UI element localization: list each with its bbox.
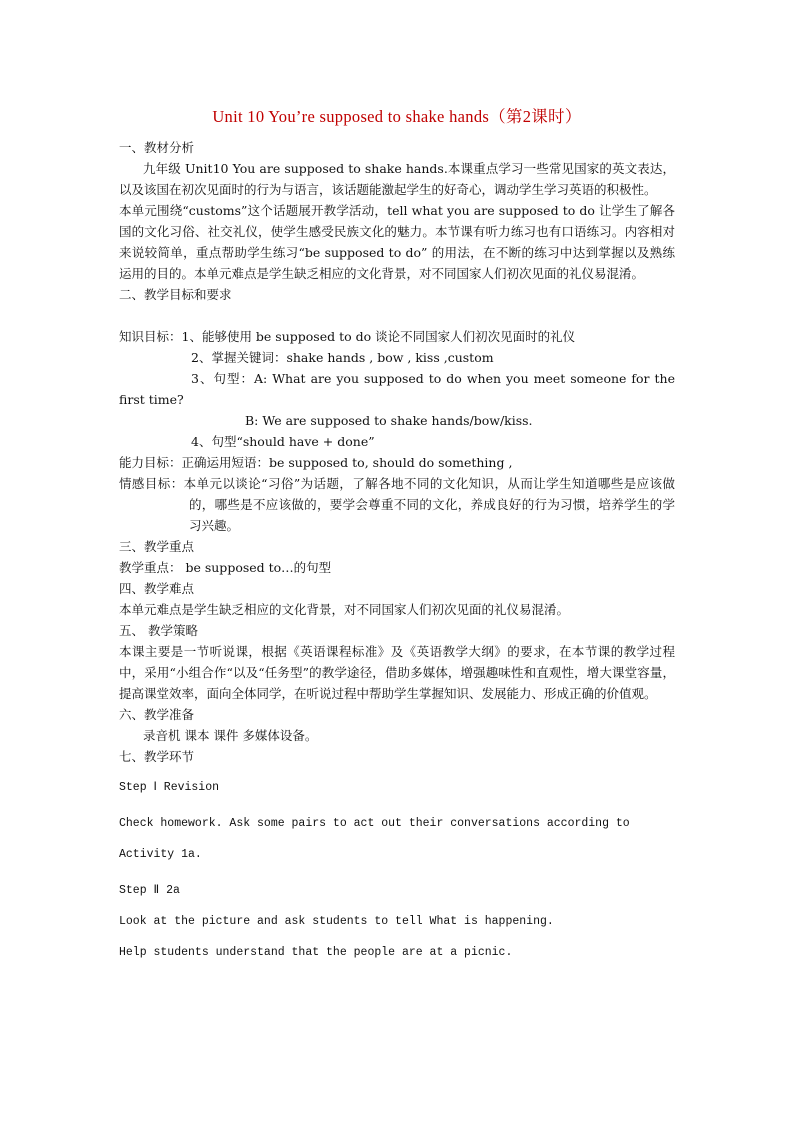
step-title: Step Ⅰ Revision	[119, 781, 220, 794]
paragraph: 本单元难点是学生缺乏相应的文化背景，对不同国家人们初次见面的礼仪易混淆。	[119, 602, 570, 617]
step-title: Step Ⅱ 2a	[119, 884, 180, 897]
section-heading: 五、 教学策略	[119, 623, 198, 638]
paragraph: 本课主要是一节听说课，根据《英语课程标准》及《英语教学大纲》的要求，在本节课的教学过程中，采用“小组合作“以及“任务型”的教学途径，借助多媒体，增强趣味性和直观性，增大课堂容量，提高课堂效率，面向全体同学，在听说过程中帮助学生掌握知识、发展能力、形成正确的价值观。	[119, 644, 675, 701]
section-heading: 二、教学目标和要求	[119, 287, 232, 302]
section-heading: 六、教学准备	[119, 707, 195, 722]
knowledge-goal-4: 4、句型“should have + done”	[191, 434, 375, 449]
spacer	[119, 305, 675, 326]
knowledge-goal-3b: B: We are supposed to shake hands/bow/kiss.	[245, 413, 533, 428]
knowledge-goal-1: 知识目标：1、能够使用 be supposed to do 谈论不同国家人们初次见面时的礼仪	[119, 329, 576, 344]
document-body	[119, 137, 675, 963]
step-text: Check homework. Ask some pairs to act out their conversations according to Activity 1a.	[119, 817, 630, 861]
emotion-goal: 情感目标：本单元以谈论“习俗”为话题，了解各地不同的文化知识，从而让学生知道哪些是应该做的，哪些是不应该做的，要学会尊重不同的文化，养成良好的行为习惯，培养学生的学习兴趣。	[119, 476, 675, 533]
section-heading: 四、教学难点	[119, 581, 195, 596]
knowledge-goal-3: 3、句型：A: What are you supposed to do when you meet someone for the first time?	[119, 371, 675, 407]
ability-goal: 能力目标：正确运用短语：be supposed to, should do something ,	[119, 455, 513, 470]
step-text: Look at the picture and ask students to tell What is happening.	[119, 915, 554, 928]
section-heading: 一、教材分析	[119, 140, 195, 155]
paragraph: 九年级 Unit10 You are supposed to shake hands.本课重点学习一些常见国家的英文表达，以及该国在初次见面时的行为与语言，该话题能激起学生的好奇心，调动学生学习英语的积极性。	[119, 161, 675, 197]
section-heading: 三、教学重点	[119, 539, 195, 554]
paragraph: 本单元围绕“customs”这个话题展开教学活动，tell what you are supposed to do 让学生了解各国的文化习俗、社交礼仪，使学生感受民族文化的魅力。本节课有听力练习也有口语练习。内容相对来说较简单，重点帮助学生练习“be supposed to do” 的用法，在不断的练习中达到掌握以及熟练运用的目的。本单元难点是学生缺乏相应的文化背景，对不同国家人们初次见面的礼仪易混淆。	[119, 203, 675, 281]
paragraph: 教学重点： be supposed to…的句型	[119, 560, 332, 575]
section-heading: 七、教学环节	[119, 749, 195, 764]
document-title: Unit 10 You’re supposed to shake hands（第2课时）	[212, 107, 582, 126]
knowledge-goal-2: 2、掌握关键词：shake hands , bow , kiss ,custom	[191, 350, 494, 365]
step-text: Help students understand that the people are at a picnic.	[119, 946, 513, 959]
paragraph: 录音机 课本 课件 多媒体设备。	[143, 728, 318, 743]
